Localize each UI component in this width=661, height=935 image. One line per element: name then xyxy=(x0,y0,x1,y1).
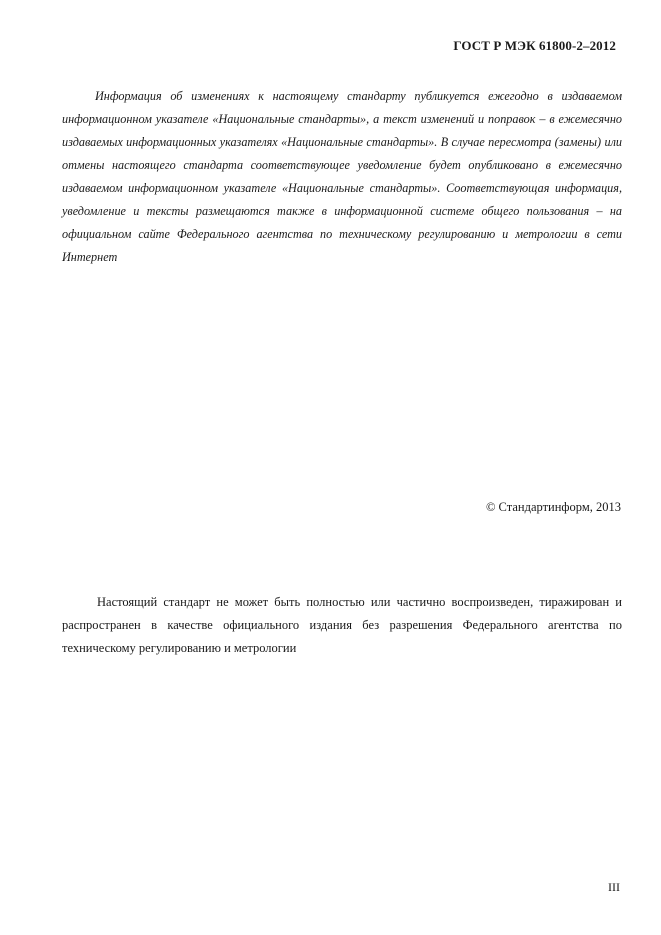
page-number: III xyxy=(608,880,620,894)
amendments-info-paragraph: Информация об изменениях к настоящему стандарту публикуется ежегодно в издаваемом информационном указателе «Национальные стандарты», а текст изменений и поправок – в ежемесячно издаваемых информационных указателях «Национальные стандарты». В случае пересмотра (замены) или отмены настоящего стандарта соответствующее уведомление будет опубликовано в ежемесячно издаваемом информационном указателе «Национальные стандарты». Соответствующая информация, уведомление и тексты размещаются также в информационной системе общего пользования – на официальном сайте Федерального агентства по техническому регулированию и метрологии в сети Интернет xyxy=(62,89,622,264)
reproduction-notice-paragraph: Настоящий стандарт не может быть полностью или частично воспроизведен, тиражирован и распространен в качестве официального издания без разрешения Федерального агентства по техническому регулированию и метрологии xyxy=(62,595,622,655)
copyright-notice: © Стандартинформ, 2013 xyxy=(485,500,621,514)
page-header-standard-code: ГОСТ Р МЭК 61800-2–2012 xyxy=(453,38,616,53)
